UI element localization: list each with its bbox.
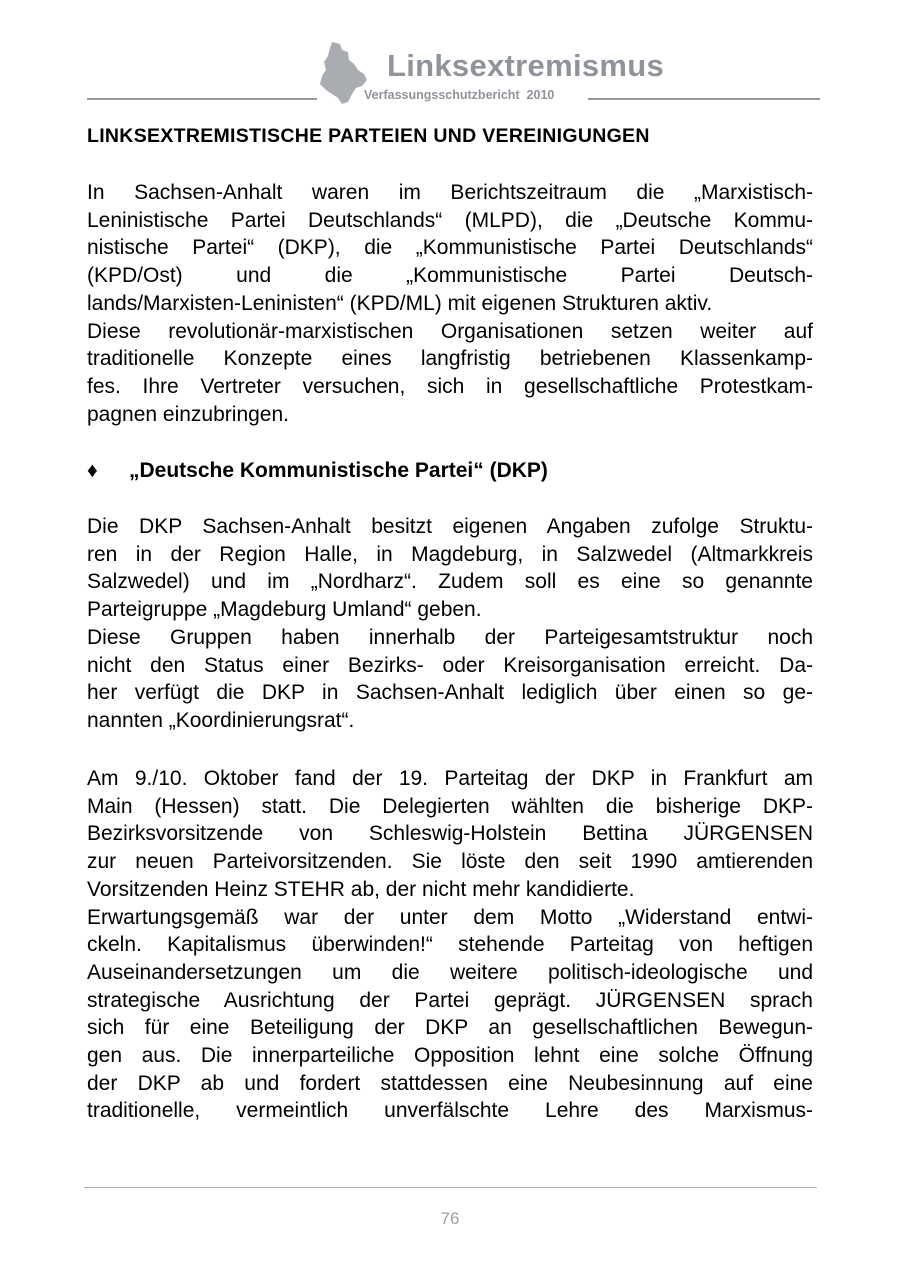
header-title: Linksextremismus	[387, 48, 665, 83]
text-line: Parteigruppe „Magdeburg Umland“ geben.	[87, 598, 482, 622]
paragraph-intro	[87, 179, 813, 428]
text-line: Erwartungsgemäß war der unter dem Motto „Widerstand entwi-	[87, 905, 813, 929]
text-line: zur neuen Parteivorsitzenden. Sie löste den seit 1990 amtierenden	[87, 850, 813, 874]
text-line: lands/Marxisten-Leninisten“ (KPD/ML) mit eigenen Strukturen aktiv.	[87, 291, 713, 315]
text-line: gen aus. Die innerparteiliche Opposition lehnt eine solche Öffnung	[87, 1044, 813, 1068]
text-line: Salzwedel) und im „Nordharz“. Zudem soll es eine so genannte	[87, 570, 813, 594]
saxony-anhalt-map-icon	[318, 40, 370, 106]
text-line: nistische Partei“ (DKP), die „Kommunistische Partei Deutschlands“	[87, 236, 813, 260]
header-divider-right	[588, 98, 820, 100]
text-line: Bezirksvorsitzende von Schleswig-Holstein Bettina JÜRGENSEN	[87, 822, 813, 846]
text-line: fes. Ihre Vertreter versuchen, sich in gesellschaftliche Protestkam-	[87, 374, 813, 398]
paragraph-dkp-structure	[87, 513, 813, 735]
paragraph-party-congress	[87, 765, 813, 1125]
text-line: Main (Hessen) statt. Die Delegierten wählten die bisherige DKP-	[87, 794, 813, 818]
footer-divider	[84, 1187, 817, 1188]
subsection-heading: „Deutsche Kommunistische Partei“ (DKP)	[129, 459, 548, 482]
text-line: her verfügt die DKP in Sachsen-Anhalt lediglich über einen so ge-	[87, 681, 813, 705]
text-line: Leninistische Partei Deutschlands“ (MLPD), die „Deutsche Kommu-	[87, 208, 813, 232]
text-line: ren in der Region Halle, in Magdeburg, in Salzwedel (Altmarkkreis	[87, 542, 813, 566]
text-line: ckeln. Kapitalismus überwinden!“ stehende Parteitag von heftigen	[87, 933, 813, 957]
text-line: Am 9./10. Oktober fand der 19. Parteitag der DKP in Frankfurt am	[87, 767, 813, 790]
text-line: (KPD/Ost) und die „Kommunistische Partei Deutsch-	[87, 264, 813, 288]
diamond-bullet-icon: ♦	[87, 459, 98, 482]
text-line: Die DKP Sachsen-Anhalt besitzt eigenen Angaben zufolge Struktu-	[87, 515, 813, 538]
text-line: Vorsitzenden Heinz STEHR ab, der nicht mehr kandidierte.	[87, 877, 635, 901]
text-line: In Sachsen-Anhalt waren im Berichtszeitraum die „Marxistisch-	[87, 181, 813, 204]
text-line: Auseinandersetzungen um die weitere politisch-ideologische und	[87, 960, 813, 984]
text-line: der DKP ab und fordert stattdessen eine Neubesinnung auf eine	[87, 1071, 813, 1095]
page-number: 76	[440, 1209, 460, 1228]
text-line: strategische Ausrichtung der Partei geprägt. JÜRGENSEN sprach	[87, 988, 813, 1012]
section-heading: LINKSEXTREMISTISCHE PARTEIEN UND VEREINIGUNGEN	[87, 125, 650, 147]
header-divider-left	[87, 98, 317, 100]
text-line: pagnen einzubringen.	[87, 402, 290, 426]
text-line: nicht den Status einer Bezirks- oder Kreisorganisation erreicht. Da-	[87, 653, 813, 677]
text-line: nannten „Koordinierungsrat“.	[87, 708, 355, 732]
text-line: sich für eine Beteiligung der DKP an gesellschaftlichen Bewegun-	[87, 1016, 813, 1040]
header-subtitle: Verfassungsschutzbericht 2010	[364, 88, 555, 102]
text-line: traditionelle, vermeintlich unverfälschte Lehre des Marxismus-	[87, 1099, 813, 1123]
text-line: traditionelle Konzepte eines langfristig betriebenen Klassenkamp-	[87, 347, 813, 371]
text-line: Diese Gruppen haben innerhalb der Parteigesamtstruktur noch	[87, 625, 813, 649]
text-line: Diese revolutionär-marxistischen Organisationen setzen weiter auf	[87, 319, 813, 343]
